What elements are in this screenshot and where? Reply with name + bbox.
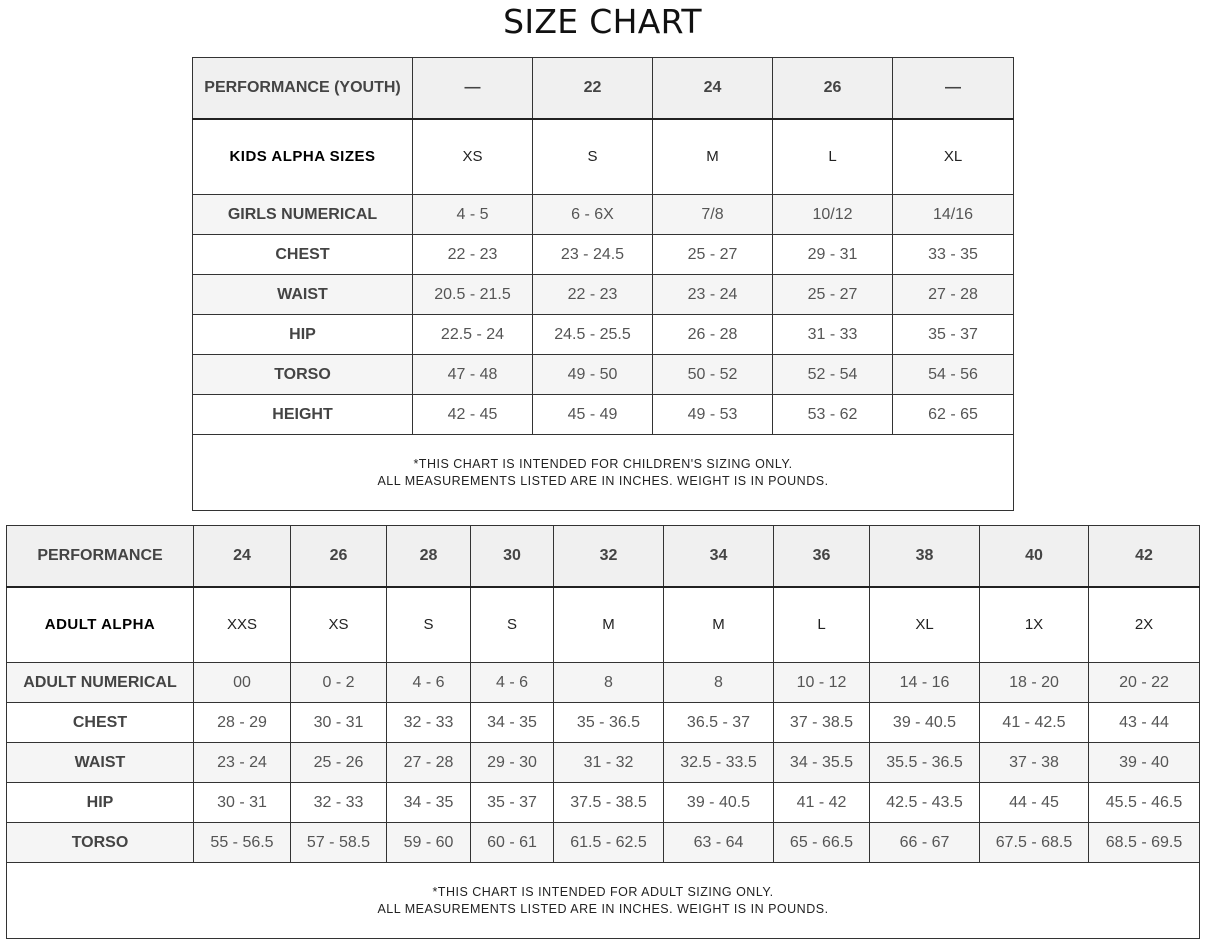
adult-header-cell: 26 (291, 526, 387, 587)
table-cell: 41 - 42 (774, 783, 870, 823)
adult-alpha-cell: XS (291, 587, 387, 663)
adult-header-label: PERFORMANCE (7, 526, 194, 587)
youth-row-hip (193, 315, 1014, 355)
table-cell: 36.5 - 37 (664, 703, 774, 743)
adult-alpha-label: ADULT ALPHA (7, 587, 194, 663)
table-cell: 67.5 - 68.5 (980, 823, 1089, 863)
adult-note-row (7, 863, 1200, 939)
youth-header-label: PERFORMANCE (YOUTH) (193, 58, 413, 119)
youth-alpha-cell: S (533, 119, 653, 195)
adult-header-cell: 28 (387, 526, 471, 587)
adult-header-cell: 24 (194, 526, 291, 587)
row-label: CHEST (7, 703, 194, 743)
table-cell: 53 - 62 (773, 395, 893, 435)
youth-alpha-cell: XS (413, 119, 533, 195)
youth-footnote (193, 435, 1014, 511)
adult-header-cell: 30 (471, 526, 554, 587)
table-cell: 33 - 35 (893, 235, 1014, 275)
adult-header-cell: 36 (774, 526, 870, 587)
table-cell: 47 - 48 (413, 355, 533, 395)
row-label: ADULT NUMERICAL (7, 663, 194, 703)
table-cell: 65 - 66.5 (774, 823, 870, 863)
table-cell: 42.5 - 43.5 (870, 783, 980, 823)
table-cell: 30 - 31 (194, 783, 291, 823)
row-label: TORSO (7, 823, 194, 863)
table-cell: 54 - 56 (893, 355, 1014, 395)
table-cell: 35 - 36.5 (554, 703, 664, 743)
adult-header-cell: 32 (554, 526, 664, 587)
adult-header-row (7, 526, 1200, 587)
table-cell: 52 - 54 (773, 355, 893, 395)
table-cell: 62 - 65 (893, 395, 1014, 435)
table-cell: 00 (194, 663, 291, 703)
table-cell: 0 - 2 (291, 663, 387, 703)
youth-alpha-cell: M (653, 119, 773, 195)
table-cell: 29 - 30 (471, 743, 554, 783)
table-cell: 45.5 - 46.5 (1089, 783, 1200, 823)
table-cell: 50 - 52 (653, 355, 773, 395)
table-cell: 26 - 28 (653, 315, 773, 355)
adult-alpha-cell: M (664, 587, 774, 663)
adult-header-cell: 38 (870, 526, 980, 587)
table-cell: 8 (664, 663, 774, 703)
table-cell: 14/16 (893, 195, 1014, 235)
adult-footnote (7, 863, 1200, 939)
table-cell: 25 - 27 (653, 235, 773, 275)
table-cell: 49 - 50 (533, 355, 653, 395)
table-cell: 35 - 37 (471, 783, 554, 823)
table-cell: 4 - 6 (387, 663, 471, 703)
table-cell: 23 - 24 (653, 275, 773, 315)
table-cell: 37 - 38 (980, 743, 1089, 783)
youth-alpha-row (193, 119, 1014, 195)
table-cell: 22 - 23 (533, 275, 653, 315)
table-cell: 68.5 - 69.5 (1089, 823, 1200, 863)
table-cell: 27 - 28 (893, 275, 1014, 315)
adult-size-table (6, 525, 1200, 939)
table-cell: 66 - 67 (870, 823, 980, 863)
table-cell: 8 (554, 663, 664, 703)
youth-alpha-label: KIDS ALPHA SIZES (193, 119, 413, 195)
table-cell: 35 - 37 (893, 315, 1014, 355)
youth-header-cell: 24 (653, 58, 773, 119)
table-cell: 45 - 49 (533, 395, 653, 435)
table-cell: 63 - 64 (664, 823, 774, 863)
table-cell: 14 - 16 (870, 663, 980, 703)
adult-header-cell: 40 (980, 526, 1089, 587)
table-cell: 61.5 - 62.5 (554, 823, 664, 863)
youth-header-cell: 26 (773, 58, 893, 119)
table-cell: 22.5 - 24 (413, 315, 533, 355)
row-label: HEIGHT (193, 395, 413, 435)
table-cell: 34 - 35.5 (774, 743, 870, 783)
table-cell: 30 - 31 (291, 703, 387, 743)
table-cell: 23 - 24 (194, 743, 291, 783)
table-cell: 44 - 45 (980, 783, 1089, 823)
page-title: SIZE CHART (503, 2, 702, 41)
table-cell: 31 - 32 (554, 743, 664, 783)
table-cell: 39 - 40 (1089, 743, 1200, 783)
adult-alpha-cell: 1X (980, 587, 1089, 663)
youth-header-cell: 22 (533, 58, 653, 119)
row-label: GIRLS NUMERICAL (193, 195, 413, 235)
youth-row-height (193, 395, 1014, 435)
youth-alpha-cell: L (773, 119, 893, 195)
adult-alpha-cell: XXS (194, 587, 291, 663)
table-cell: 57 - 58.5 (291, 823, 387, 863)
table-cell: 39 - 40.5 (664, 783, 774, 823)
footnote-line: ALL MEASUREMENTS LISTED ARE IN INCHES. WEIGHT IS IN POUNDS. (377, 473, 829, 488)
youth-header-cell: — (893, 58, 1014, 119)
row-label: HIP (7, 783, 194, 823)
table-cell: 28 - 29 (194, 703, 291, 743)
table-cell: 32 - 33 (291, 783, 387, 823)
adult-row-chest (7, 703, 1200, 743)
table-cell: 24.5 - 25.5 (533, 315, 653, 355)
row-label: CHEST (193, 235, 413, 275)
footnote-line: *THIS CHART IS INTENDED FOR ADULT SIZING ONLY. (432, 884, 774, 899)
table-cell: 20 - 22 (1089, 663, 1200, 703)
youth-size-table (192, 57, 1014, 511)
table-cell: 10/12 (773, 195, 893, 235)
adult-row-waist (7, 743, 1200, 783)
row-label: TORSO (193, 355, 413, 395)
youth-alpha-cell: XL (893, 119, 1014, 195)
youth-row-waist (193, 275, 1014, 315)
table-cell: 6 - 6X (533, 195, 653, 235)
table-cell: 29 - 31 (773, 235, 893, 275)
table-cell: 31 - 33 (773, 315, 893, 355)
table-cell: 60 - 61 (471, 823, 554, 863)
table-cell: 25 - 26 (291, 743, 387, 783)
table-cell: 49 - 53 (653, 395, 773, 435)
youth-row-chest (193, 235, 1014, 275)
adult-row-numerical (7, 663, 1200, 703)
table-cell: 42 - 45 (413, 395, 533, 435)
youth-note-row (193, 435, 1014, 511)
table-cell: 43 - 44 (1089, 703, 1200, 743)
row-label: WAIST (7, 743, 194, 783)
row-label: HIP (193, 315, 413, 355)
adult-alpha-cell: M (554, 587, 664, 663)
table-cell: 35.5 - 36.5 (870, 743, 980, 783)
table-cell: 22 - 23 (413, 235, 533, 275)
table-cell: 34 - 35 (387, 783, 471, 823)
table-cell: 32.5 - 33.5 (664, 743, 774, 783)
adult-alpha-row (7, 587, 1200, 663)
table-cell: 55 - 56.5 (194, 823, 291, 863)
table-cell: 37 - 38.5 (774, 703, 870, 743)
table-cell: 10 - 12 (774, 663, 870, 703)
table-cell: 39 - 40.5 (870, 703, 980, 743)
table-cell: 27 - 28 (387, 743, 471, 783)
table-cell: 23 - 24.5 (533, 235, 653, 275)
footnote-line: ALL MEASUREMENTS LISTED ARE IN INCHES. WEIGHT IS IN POUNDS. (377, 901, 829, 916)
footnote-line: *THIS CHART IS INTENDED FOR CHILDREN'S SIZING ONLY. (413, 456, 793, 471)
adult-alpha-cell: 2X (1089, 587, 1200, 663)
youth-header-cell: — (413, 58, 533, 119)
adult-row-hip (7, 783, 1200, 823)
adult-alpha-cell: S (387, 587, 471, 663)
adult-header-cell: 42 (1089, 526, 1200, 587)
table-cell: 18 - 20 (980, 663, 1089, 703)
table-cell: 4 - 6 (471, 663, 554, 703)
adult-header-cell: 34 (664, 526, 774, 587)
adult-row-torso (7, 823, 1200, 863)
table-cell: 7/8 (653, 195, 773, 235)
table-cell: 25 - 27 (773, 275, 893, 315)
adult-alpha-cell: L (774, 587, 870, 663)
table-cell: 59 - 60 (387, 823, 471, 863)
youth-header-row (193, 58, 1014, 119)
table-cell: 41 - 42.5 (980, 703, 1089, 743)
table-cell: 34 - 35 (471, 703, 554, 743)
row-label: WAIST (193, 275, 413, 315)
youth-row-girls-numerical (193, 195, 1014, 235)
adult-alpha-cell: XL (870, 587, 980, 663)
table-cell: 4 - 5 (413, 195, 533, 235)
table-cell: 20.5 - 21.5 (413, 275, 533, 315)
adult-alpha-cell: S (471, 587, 554, 663)
table-cell: 37.5 - 38.5 (554, 783, 664, 823)
table-cell: 32 - 33 (387, 703, 471, 743)
youth-row-torso (193, 355, 1014, 395)
